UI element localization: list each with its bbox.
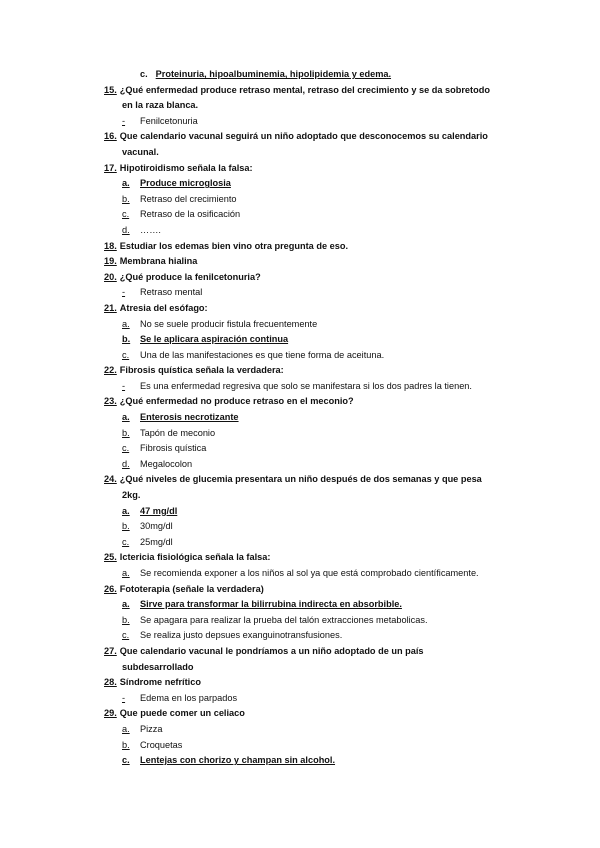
- question-number: 18.: [104, 240, 117, 251]
- document-page: [0, 67, 600, 769]
- question-text: Ictericia fisiológica señala la falsa:: [119, 552, 271, 563]
- question-text: en la raza blanca.: [122, 100, 199, 111]
- option-marker: -: [122, 115, 126, 126]
- question-text: Fibrosis quística señala la verdadera:: [119, 365, 284, 376]
- answer-option: [0, 535, 600, 551]
- answer-option: [0, 426, 600, 442]
- question-line: [0, 706, 600, 722]
- option-text: Se recomienda exponer a los niños al sol ya que está comprobado científicamente.: [140, 568, 479, 578]
- answer-option: [0, 67, 600, 83]
- option-marker: -: [122, 692, 126, 703]
- question-line: [0, 675, 600, 691]
- question-text: Hipotiroidismo señala la falsa:: [119, 162, 253, 173]
- option-marker: b.: [122, 521, 130, 532]
- option-text: 30mg/dl: [140, 521, 173, 532]
- answer-option: [0, 691, 600, 707]
- question-line: [0, 129, 600, 145]
- option-text: Enterosis necrotizante: [140, 412, 239, 423]
- answer-option: [0, 176, 600, 192]
- option-text: Retraso de la osificación: [140, 209, 241, 220]
- option-marker: a.: [122, 412, 130, 423]
- question-text: Estudiar los edemas bien vino otra pregunta de eso.: [119, 240, 348, 251]
- question-line: [0, 270, 600, 286]
- answer-option: [0, 566, 600, 582]
- option-text: …….: [140, 224, 161, 235]
- answer-option: [0, 410, 600, 426]
- question-number: 24.: [104, 474, 117, 485]
- question-number: 19.: [104, 256, 117, 267]
- answer-option: [0, 519, 600, 535]
- option-marker: c.: [122, 755, 130, 766]
- option-text: Se realiza justo depsues exanguinotransfusiones.: [140, 630, 343, 641]
- option-marker: a.: [122, 723, 130, 734]
- answer-option: [0, 379, 600, 395]
- option-marker: b.: [122, 427, 130, 438]
- option-text: Proteinuria, hipoalbuminemia, hipolipidemia y edema.: [155, 69, 392, 79]
- answer-option: [0, 317, 600, 333]
- question-number: 16.: [104, 131, 117, 142]
- answer-option: [0, 753, 600, 769]
- option-text: Se apagara para realizar la prueba del talón extracciones metabolicas.: [140, 614, 428, 625]
- option-marker: -: [122, 287, 126, 298]
- option-marker: b.: [122, 193, 130, 204]
- option-text: Fenilcetonuria: [140, 115, 198, 126]
- option-marker: a.: [122, 599, 130, 610]
- question-line: [0, 394, 600, 410]
- answer-option: [0, 207, 600, 223]
- option-marker: a.: [122, 318, 130, 329]
- option-marker: c.: [122, 349, 130, 360]
- option-text: 25mg/dl: [140, 536, 173, 547]
- question-continuation: [0, 98, 600, 114]
- option-marker: c.: [122, 536, 130, 547]
- option-text: Edema en los parpados: [140, 692, 238, 703]
- question-line: [0, 644, 600, 660]
- option-text: Una de las manifestaciones es que tiene forma de aceituna.: [140, 349, 385, 360]
- question-continuation: [0, 488, 600, 504]
- answer-option: [0, 285, 600, 301]
- option-marker: b.: [122, 614, 130, 625]
- option-marker: a.: [122, 178, 130, 189]
- option-marker: a.: [122, 568, 130, 578]
- answer-option: [0, 441, 600, 457]
- question-number: 20.: [104, 271, 117, 282]
- question-line: [0, 363, 600, 379]
- question-text: subdesarrollado: [122, 661, 194, 672]
- question-text: Síndrome nefrítico: [119, 677, 201, 688]
- option-text: Produce microglosia: [140, 178, 231, 189]
- question-number: 23.: [104, 396, 117, 407]
- question-number: 26.: [104, 583, 117, 594]
- question-line: [0, 254, 600, 270]
- answer-option: [0, 457, 600, 473]
- option-marker: c.: [140, 69, 148, 79]
- answer-option: [0, 722, 600, 738]
- option-text: Fibrosis quística: [140, 443, 207, 454]
- question-text: ¿Qué enfermedad no produce retraso en el meconio?: [119, 396, 354, 407]
- question-number: 21.: [104, 302, 117, 313]
- question-line: [0, 582, 600, 598]
- question-number: 17.: [104, 162, 117, 173]
- question-line: [0, 83, 600, 99]
- option-marker: b.: [122, 334, 131, 345]
- option-text: Lentejas con chorizo y champan sin alcohol.: [140, 755, 336, 766]
- option-text: Es una enfermedad regresiva que solo se manifestara si los dos padres la tienen.: [140, 380, 472, 391]
- question-continuation: [0, 660, 600, 676]
- option-marker: c.: [122, 630, 130, 641]
- answer-option: [0, 504, 600, 520]
- option-marker: c.: [122, 443, 130, 454]
- question-text: Que calendario vacunal seguirá un niño adoptado que desconocemos su calendario: [119, 131, 488, 142]
- question-text: vacunal.: [122, 146, 159, 157]
- answer-option: [0, 332, 600, 348]
- option-text: Tapón de meconio: [140, 427, 216, 438]
- option-text: No se suele producir fistula frecuentemente: [140, 318, 318, 329]
- question-text: ¿Qué niveles de glucemia presentara un niño después de dos semanas y que pesa: [119, 474, 482, 485]
- answer-option: [0, 223, 600, 239]
- option-marker: b.: [122, 739, 130, 750]
- question-line: [0, 161, 600, 177]
- question-text: 2kg.: [122, 490, 141, 501]
- option-text: Megalocolon: [140, 458, 193, 469]
- question-text: ¿Qué produce la fenilcetonuria?: [119, 271, 261, 282]
- option-text: 47 mg/dl: [140, 505, 178, 516]
- option-text: Sirve para transformar la bilirrubina indirecta en absorbible.: [140, 599, 402, 610]
- option-text: Retraso del crecimiento: [140, 193, 237, 204]
- option-marker: -: [122, 380, 126, 391]
- option-text: Retraso mental: [140, 287, 203, 298]
- question-number: 27.: [104, 645, 117, 656]
- option-marker: c.: [122, 209, 130, 220]
- option-text: Se le aplicara aspiración continua: [140, 334, 289, 345]
- question-number: 25.: [104, 552, 117, 563]
- question-number: 29.: [104, 708, 117, 719]
- question-text: Que puede comer un celiaco: [119, 708, 245, 719]
- question-text: ¿Qué enfermedad produce retraso mental, retraso del crecimiento y se da sobretodo: [119, 84, 490, 95]
- question-text: Fototerapia (señale la verdadera): [119, 583, 264, 594]
- option-marker: d.: [122, 458, 130, 469]
- option-text: Pizza: [140, 723, 163, 734]
- question-number: 28.: [104, 677, 117, 688]
- answer-option: [0, 348, 600, 364]
- question-continuation: [0, 145, 600, 161]
- answer-option: [0, 192, 600, 208]
- question-number: 15.: [104, 84, 117, 95]
- question-text: Que calendario vacunal le pondríamos a un niño adoptado de un país: [119, 645, 424, 656]
- question-text: Membrana hialina: [119, 256, 198, 267]
- question-number: 22.: [104, 365, 117, 376]
- option-marker: a.: [122, 505, 130, 516]
- answer-option: [0, 114, 600, 130]
- question-line: [0, 239, 600, 255]
- question-line: [0, 301, 600, 317]
- answer-option: [0, 628, 600, 644]
- answer-option: [0, 597, 600, 613]
- option-marker: d.: [122, 224, 130, 235]
- answer-option: [0, 613, 600, 629]
- question-line: [0, 472, 600, 488]
- question-line: [0, 550, 600, 566]
- question-text: Atresia del esófago:: [119, 302, 208, 313]
- answer-option: [0, 738, 600, 754]
- option-text: Croquetas: [140, 739, 183, 750]
